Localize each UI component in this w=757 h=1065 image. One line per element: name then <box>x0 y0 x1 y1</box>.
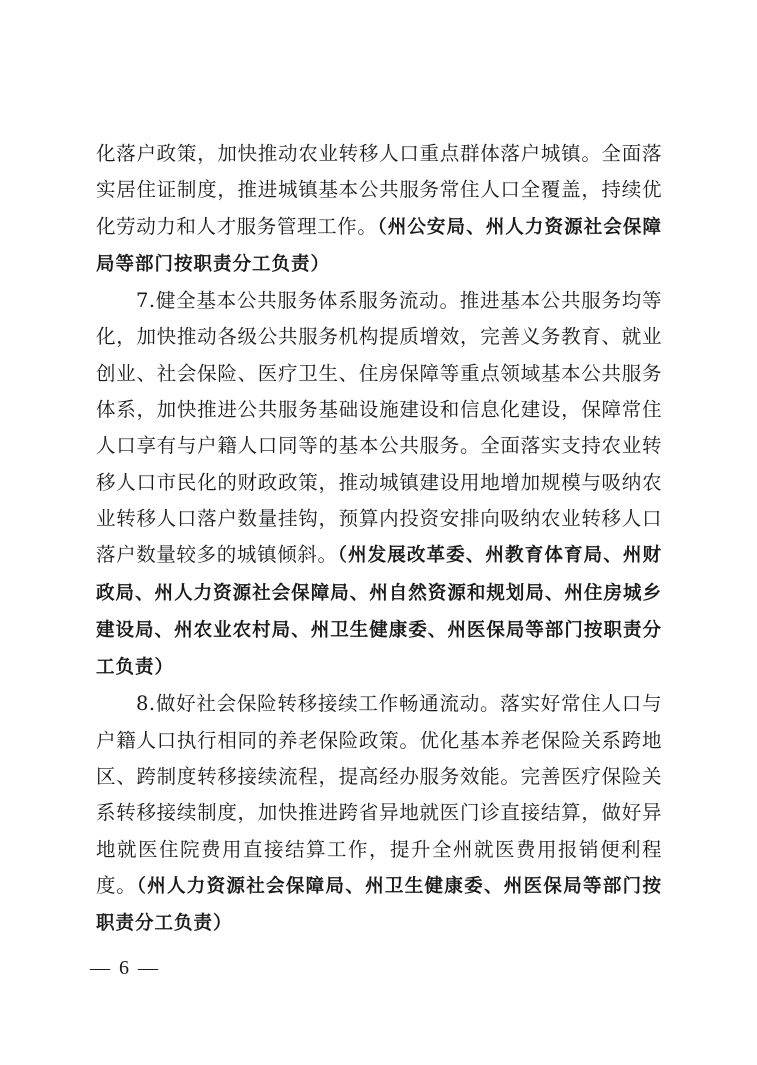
responsibility-note: （州公安局、州人力资源社会保障局等部门按职责分工负责） <box>96 216 662 275</box>
responsibility-note: （州人力资源社会保障局、州卫生健康委、州医保局等部门按职责分工负责） <box>96 875 662 935</box>
paragraph-item-7 <box>96 283 662 686</box>
paragraph-text: 8.做好社会保险转移接续工作畅通流动。落实好常住人口与户籍人口执行相同的养老保险政策。优化基本养老保险关系跨地区、跨制度转移接续流程，提高经办服务效能。完善医疗保险关系转移接续制度，加快推进跨省异地就医门诊直接结算，做好异地就医住院费用直接结算工作，提升全州就医费用报销便利程度。 <box>96 692 662 897</box>
paragraph-policy-continuation <box>96 136 662 283</box>
responsibility-note: （州发展改革委、州教育体育局、州财政局、州人力资源社会保障局、州自然资源和规划局、州住房城乡建设局、州农业农村局、州卫生健康委、州医保局等部门按职责分工负责） <box>96 545 662 679</box>
paragraph-text: 化落户政策，加快推动农业转移人口重点群体落户城镇。全面落实居住证制度，推进城镇基本公共服务常住人口全覆盖，持续优化劳动力和人才服务管理工作。 <box>96 142 662 238</box>
body-text <box>96 136 662 943</box>
paragraph-text: 7.健全基本公共服务体系服务流动。推进基本公共服务均等化，加快推动各级公共服务机构提质增效，完善义务教育、就业创业、社会保险、医疗卫生、住房保障等重点领域基本公共服务体系，加快推进公共服务基础设施建设和信息化建设，保障常住人口享有与户籍人口同等的基本公共服务。全面落实支持农业转移人口市民化的财政政策，推动城镇建设用地增加规模与吸纳农业转移人口落户数量挂钩，预算内投资安排向吸纳农业转移人口落户数量较多的城镇倾斜。 <box>96 289 662 567</box>
page-number: — 6 — <box>90 957 160 979</box>
paragraph-item-8 <box>96 686 662 942</box>
